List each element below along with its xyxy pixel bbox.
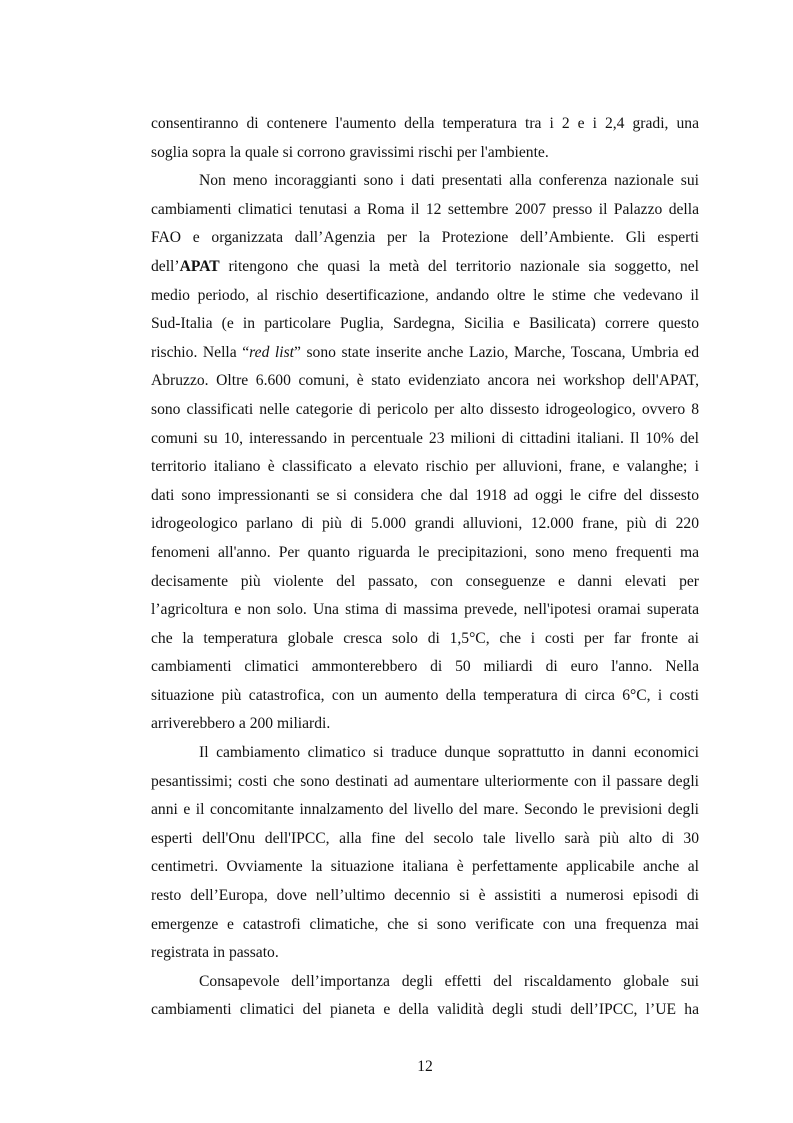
text-line: comuni su 10, interessando in percentuale 23 milioni di cittadini italiani. Il 10% del — [151, 429, 699, 447]
text-line: decisamente più violente del passato, con conseguenze e danni elevati per — [151, 572, 699, 590]
text-line: fenomeni all'anno. Per quanto riguarda le precipitazioni, sono meno frequenti ma — [151, 543, 699, 561]
text-line: FAO e organizzata dall’Agenzia per la Protezione dell’Ambiente. Gli esperti — [151, 229, 699, 247]
text-line: l’agricoltura e non solo. Una stima di massima prevede, nell'ipotesi oramai superata — [151, 601, 699, 619]
text-line: emergenze e catastrofi climatiche, che si sono verificate con una frequenza mai — [151, 915, 699, 933]
text-line: Sud-Italia (e in particolare Puglia, Sardegna, Sicilia e Basilicata) correre questo — [151, 315, 699, 333]
text-fragment: ritengono che quasi la metà del territorio nazionale sia soggetto, nel — [219, 257, 699, 275]
text-line: idrogeologico parlano di più di 5.000 grandi alluvioni, 12.000 frane, più di 220 — [151, 515, 699, 533]
text-line — [151, 339, 699, 368]
page-body — [151, 110, 699, 1025]
text-line: anni e il concomitante innalzamento del livello del mare. Secondo le previsioni degli — [151, 801, 699, 819]
text-line: esperti dell'Onu dell'IPCC, alla fine del secolo tale livello sarà più alto di 30 — [151, 829, 699, 847]
text-line: cambiamenti climatici tenutasi a Roma il 12 settembre 2007 presso il Palazzo della — [151, 200, 699, 218]
text-line — [151, 253, 699, 282]
text-line: medio periodo, al rischio desertificazione, andando oltre le stime che vedevano il — [151, 286, 699, 304]
text-line: dati sono impressionanti se si considera che dal 1918 ad oggi le cifre del dissesto — [151, 486, 699, 504]
text-line: registrata in passato. — [151, 944, 279, 962]
text-line: pesantissimi; costi che sono destinati ad aumentare ulteriormente con il passare degli — [151, 772, 699, 790]
text-line: Abruzzo. Oltre 6.600 comuni, è stato evidenziato ancora nei workshop dell'APAT, — [151, 372, 699, 390]
text-line: cambiamenti climatici ammonterebbero di 50 miliardi di euro l'anno. Nella — [151, 658, 699, 676]
text-line: sono classificati nelle categorie di pericolo per alto dissesto idrogeologico, ovvero 8 — [151, 400, 699, 418]
text-line: soglia sopra la quale si corrono gravissimi rischi per l'ambiente. — [151, 143, 549, 161]
red-list-italic-term: red list — [249, 343, 294, 361]
text-line: Non meno incoraggianti sono i dati presentati alla conferenza nazionale sui — [199, 172, 699, 190]
text-line: territorio italiano è classificato a elevato rischio per alluvioni, frane, e valanghe; i — [151, 458, 699, 476]
text-fragment: dell’ — [151, 257, 180, 275]
text-line: Consapevole dell’importanza degli effetti del riscaldamento globale sui — [199, 972, 699, 990]
text-line: consentiranno di contenere l'aumento della temperatura tra i 2 e i 2,4 gradi, una — [151, 115, 699, 132]
text-fragment: rischio. Nella “ — [151, 343, 250, 361]
text-line: Il cambiamento climatico si traduce dunque soprattutto in danni economici — [199, 744, 699, 762]
text-line: centimetri. Ovviamente la situazione italiana è perfettamente applicabile anche al — [151, 858, 699, 876]
page-number: 12 — [417, 1058, 433, 1075]
text-line: che la temperatura globale cresca solo di 1,5°C, che i costi per far fronte ai — [151, 629, 699, 647]
apat-bold-term: APAT — [179, 257, 220, 275]
text-line: resto dell’Europa, dove nell’ultimo decennio si è assistiti a numerosi episodi di — [151, 887, 699, 905]
text-fragment: ” sono state inserite anche Lazio, Marche, Toscana, Umbria ed — [294, 343, 699, 361]
text-line: situazione più catastrofica, con un aumento della temperatura di circa 6°C, i costi — [151, 686, 699, 704]
text-line: cambiamenti climatici del pianeta e della validità degli studi dell’IPCC, l’UE ha — [151, 1001, 699, 1019]
text-line: arriverebbero a 200 miliardi. — [151, 715, 331, 733]
